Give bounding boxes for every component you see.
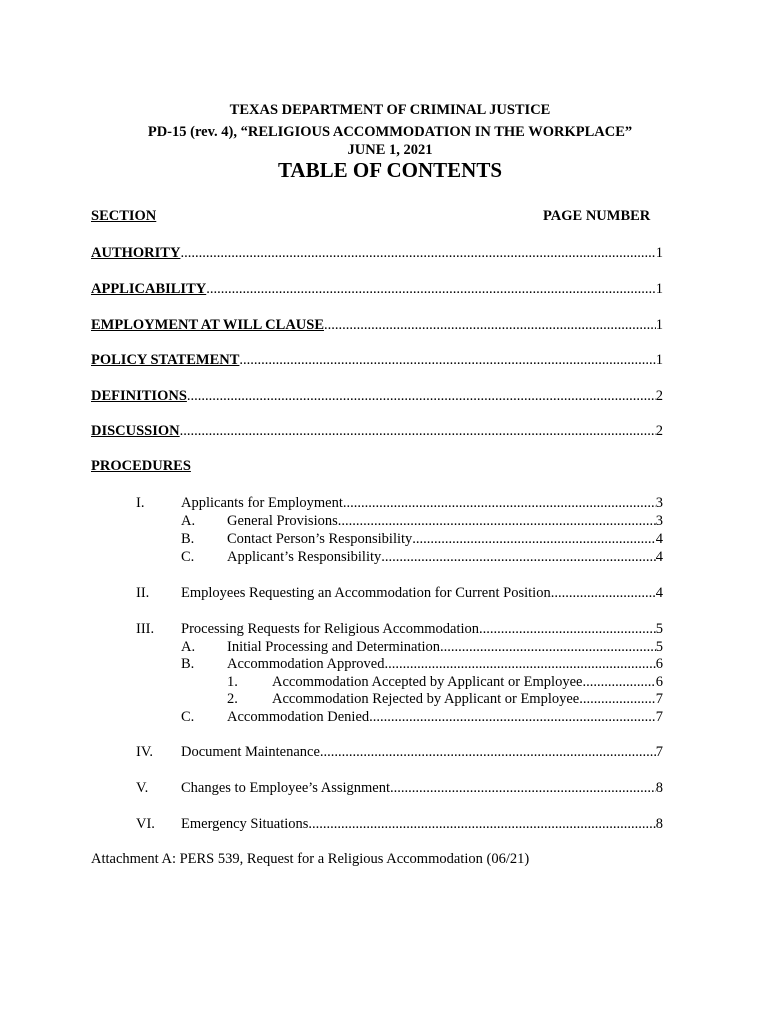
toc-entry-page: 1 <box>655 245 663 261</box>
toc-entry-employment-at-will <box>91 317 663 335</box>
toc-entry-title: Employees Requesting an Accommodation for Current Position <box>181 585 551 601</box>
toc-entry-page: 3 <box>655 513 663 529</box>
toc-entry-authority <box>91 245 663 263</box>
toc-entry-page: 1 <box>655 352 663 368</box>
toc-entry-page: 4 <box>655 549 663 565</box>
toc-entry-title: Contact Person’s Responsibility <box>227 531 413 547</box>
toc-entry-document-maintenance <box>181 744 663 762</box>
toc-entry-title: Changes to Employee’s Assignment <box>181 780 391 796</box>
toc-entry-page: 8 <box>655 780 663 796</box>
toc-entry-title: Accommodation Approved <box>227 656 385 672</box>
section-numeral: IV. <box>136 744 154 760</box>
section-column-heading: SECTION <box>91 208 157 224</box>
policy-date: JUNE 1, 2021 <box>347 142 433 158</box>
toc-entry-page: 7 <box>655 709 663 725</box>
agency-name: TEXAS DEPARTMENT OF CRIMINAL JUSTICE <box>229 102 551 118</box>
toc-entry-accommodation-accepted <box>272 674 663 692</box>
toc-entry-title: AUTHORITY <box>91 245 181 261</box>
policy-title: PD-15 (rev. 4), “RELIGIOUS ACCOMMODATION IN THE WORKPLACE” <box>147 124 633 140</box>
section-numeral: VI. <box>136 816 155 832</box>
toc-entry-title: Emergency Situations <box>181 816 309 832</box>
page-number-column-heading: PAGE NUMBER <box>543 208 651 224</box>
toc-entry-title: Applicants for Employment <box>181 495 343 511</box>
toc-entry-page: 5 <box>655 639 663 655</box>
subsection-label: C. <box>181 549 195 565</box>
toc-entry-page: 8 <box>655 816 663 832</box>
toc-entry-applicant-responsibility <box>227 549 663 567</box>
toc-entry-page: 6 <box>655 674 663 690</box>
toc-entry-policy-statement <box>91 352 663 370</box>
toc-entry-processing-requests <box>181 621 663 639</box>
toc-entry-title: APPLICABILITY <box>91 281 207 297</box>
toc-entry-changes-assignment <box>181 780 663 798</box>
toc-entry-title: Initial Processing and Determination <box>227 639 441 655</box>
toc-entry-applicants <box>181 495 663 513</box>
toc-entry-employees-requesting <box>181 585 663 603</box>
toc-entry-title: Accommodation Accepted by Applicant or Employee <box>272 674 583 690</box>
toc-entry-title: DEFINITIONS <box>91 388 187 404</box>
toc-entry-title: Applicant’s Responsibility <box>227 549 382 565</box>
toc-entry-title: Accommodation Denied <box>227 709 370 725</box>
subsection-label: C. <box>181 709 195 725</box>
toc-entry-title: Accommodation Rejected by Applicant or Employee <box>272 691 580 707</box>
toc-entry-emergency-situations <box>181 816 663 834</box>
section-numeral: III. <box>136 621 155 637</box>
toc-entry-page: 1 <box>655 281 663 297</box>
toc-entry-page: 2 <box>655 388 663 404</box>
section-numeral: II. <box>136 585 150 601</box>
toc-entry-title: POLICY STATEMENT <box>91 352 240 368</box>
toc-entry-title: Processing Requests for Religious Accommodation <box>181 621 480 637</box>
toc-entry-page: 3 <box>655 495 663 511</box>
toc-heading: TABLE OF CONTENTS <box>277 158 503 182</box>
section-numeral: V. <box>136 780 149 796</box>
toc-entry-title: EMPLOYMENT AT WILL CLAUSE <box>91 317 324 333</box>
toc-entry-discussion <box>91 423 663 441</box>
toc-entry-accommodation-approved <box>227 656 663 674</box>
toc-entry-page: 4 <box>655 585 663 601</box>
toc-entry-page: 7 <box>655 744 663 760</box>
subsection-label: B. <box>181 656 195 672</box>
toc-entry-page: 2 <box>655 423 663 439</box>
subsection-label: A. <box>181 639 196 655</box>
toc-entry-general-provisions <box>227 513 663 531</box>
toc-entry-title: General Provisions <box>227 513 338 529</box>
section-numeral: I. <box>136 495 145 511</box>
toc-entry-initial-processing <box>227 639 663 657</box>
toc-entry-accommodation-denied <box>227 709 663 727</box>
toc-entry-page: 1 <box>655 317 663 333</box>
subsection-label: B. <box>181 531 195 547</box>
toc-entry-page: 5 <box>655 621 663 637</box>
procedures-heading: PROCEDURES <box>91 458 191 474</box>
toc-entry-title: Document Maintenance <box>181 744 320 760</box>
sub-subsection-label: 2. <box>227 691 238 707</box>
attachment-note: Attachment A: PERS 539, Request for a Religious Accommodation (06/21) <box>91 851 530 867</box>
toc-entry-applicability <box>91 281 663 299</box>
toc-entry-page: 4 <box>655 531 663 547</box>
toc-entry-definitions <box>91 388 663 406</box>
toc-entry-accommodation-rejected <box>272 691 663 709</box>
subsection-label: A. <box>181 513 196 529</box>
toc-entry-page: 7 <box>655 691 663 707</box>
toc-entry-contact-person <box>227 531 663 549</box>
toc-entry-page: 6 <box>655 656 663 672</box>
sub-subsection-label: 1. <box>227 674 238 690</box>
toc-entry-title: DISCUSSION <box>91 423 180 439</box>
